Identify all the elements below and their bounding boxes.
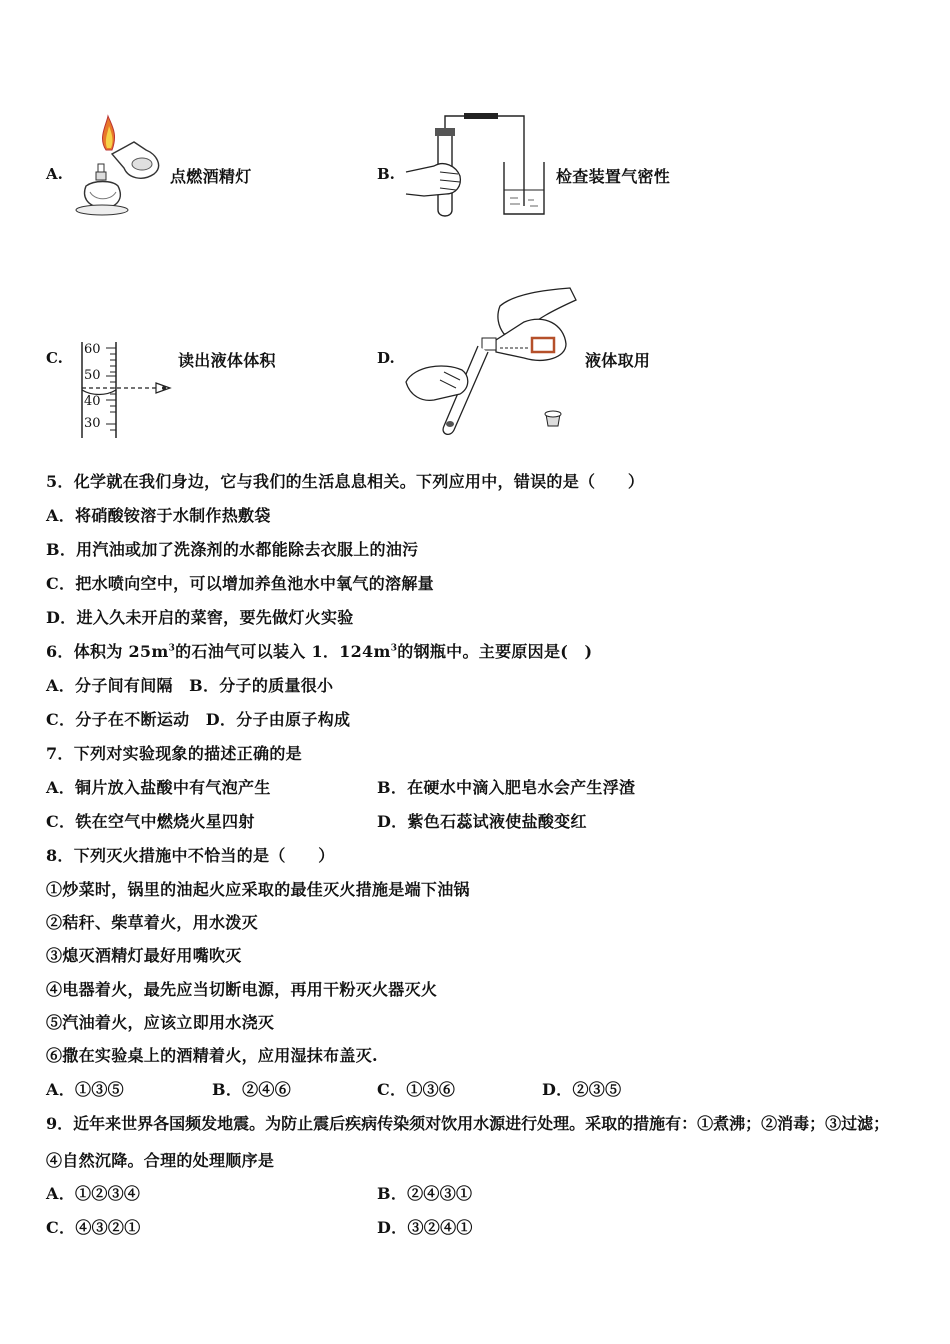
statement-1: ①炒菜时，锅里的油起火应采取的最佳灭火措施是端下油锅	[46, 880, 470, 899]
option-b[interactable]: B．②④⑥	[212, 1080, 292, 1099]
statement-2: ②秸秆、柴草着火，用水泼灭	[46, 913, 258, 932]
statement-6: ⑥撒在实验桌上的酒精着火，应用湿抹布盖灭.	[46, 1046, 378, 1065]
option-a[interactable]: A．将硝酸铵溶于水制作热敷袋	[46, 506, 271, 525]
option-c[interactable]: C．铁在空气中燃烧火星四射	[46, 812, 255, 831]
question-stem: 6．体积为 $25m^3$的石油气可以装入 1．$124m^3$的钢瓶中。主要原因是( )	[46, 642, 593, 661]
option-d[interactable]: D．进入久未开启的菜窖，要先做灯火实验	[46, 608, 354, 627]
option-c[interactable]: C．①③⑥	[377, 1080, 456, 1099]
option-b[interactable]: B．用汽油或加了洗涤剂的水都能除去衣服上的油污	[46, 540, 419, 559]
scale-label-60: 60	[84, 342, 101, 357]
option-c[interactable]: C．④③②①	[46, 1218, 141, 1237]
option-d[interactable]: D．紫色石蕊试液使盐酸变红	[377, 812, 587, 831]
option-d[interactable]: D．③②④①	[377, 1218, 473, 1237]
statement-4: ④电器着火，最先应当切断电源，再用干粉灭火器灭火	[46, 980, 438, 999]
option-d[interactable]: D．②③⑤	[542, 1080, 622, 1099]
airtightness-check-illustration	[404, 110, 554, 220]
option-b[interactable]: B．在硬水中滴入肥皂水会产生浮渣	[377, 778, 636, 797]
option-b[interactable]: B．②④③①	[377, 1184, 473, 1203]
question-stem: 5．化学就在我们身边，它与我们的生活息息相关。下列应用中，错误的是（ ）	[46, 472, 645, 491]
scale-label-50: 50	[84, 368, 101, 383]
option-letter: C.	[46, 349, 63, 367]
question-stem: 7．下列对实验现象的描述正确的是	[46, 744, 302, 763]
question-stem: 8．下列灭火措施中不恰当的是（ ）	[46, 846, 335, 865]
option-caption: 液体取用	[585, 351, 651, 370]
question-stem-line-2: ④自然沉降。合理的处理顺序是	[46, 1151, 275, 1170]
lighting-alcohol-lamp-illustration	[72, 112, 172, 218]
statement-5: ⑤汽油着火，应该立即用水浇灭	[46, 1013, 275, 1032]
question-stem-line-1: 9．近年来世界各国频发地震。为防止震后疾病传染须对饮用水源进行处理。采取的措施有：①煮沸；②消毒；③过滤；	[46, 1114, 890, 1133]
statement-3: ③熄灭酒精灯最好用嘴吹灭	[46, 946, 242, 965]
option-a[interactable]: A．①③⑤	[46, 1080, 124, 1099]
options-row-1[interactable]: A．分子间有间隔 B．分子的质量很小	[46, 676, 334, 695]
pouring-liquid-illustration	[404, 286, 584, 436]
scale-label-40: 40	[84, 394, 101, 409]
graduated-cylinder-illustration	[78, 340, 178, 440]
option-c[interactable]: C．把水喷向空中，可以增加养鱼池水中氧气的溶解量	[46, 574, 434, 593]
option-a[interactable]: A．铜片放入盐酸中有气泡产生	[46, 778, 271, 797]
option-letter: D.	[377, 349, 395, 367]
options-row-2[interactable]: C．分子在不断运动 D．分子由原子构成	[46, 710, 351, 729]
option-a[interactable]: A．①②③④	[46, 1184, 141, 1203]
option-letter: A.	[46, 165, 63, 183]
option-caption: 读出液体体积	[178, 351, 276, 370]
option-caption: 检查装置气密性	[556, 167, 671, 186]
scale-label-30: 30	[84, 416, 101, 431]
option-caption: 点燃酒精灯	[170, 167, 252, 186]
option-letter: B.	[377, 165, 395, 183]
